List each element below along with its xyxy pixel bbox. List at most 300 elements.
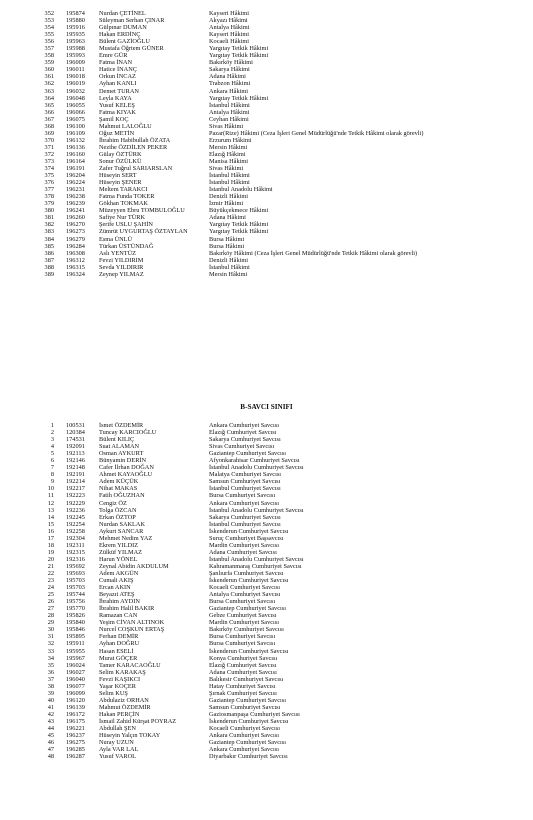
list-row	[0, 669, 533, 676]
row-number: 8	[50, 471, 54, 479]
row-number: 382	[44, 221, 54, 229]
assignment-place: Kahramanmaraş Cumhuriyet Savcısı	[209, 562, 302, 570]
sicil-number: 192217	[66, 485, 85, 493]
assignment-place: Bakırköy Hâkimi	[209, 59, 253, 67]
row-number: 1	[50, 422, 54, 429]
assignment-place: Ankara Cumhuriyet Savcısı	[209, 422, 279, 429]
assignment-place: Sakarya Cumhuriyet Savcısı	[209, 436, 281, 444]
assignment-place: İstanbul Hâkimi	[209, 101, 250, 109]
list-row	[0, 31, 533, 38]
list-row	[0, 577, 533, 584]
assignment-place: Bursa Cumhuriyet Savcısı	[209, 633, 276, 641]
person-name: Mustafa Öğrtem GÜNER	[99, 45, 164, 53]
row-number: 41	[47, 703, 54, 711]
sicil-number: 192245	[66, 513, 85, 521]
assignment-place: Gaziosmanpaşa Cumhuriyet Savcısı	[209, 710, 300, 718]
assignment-place: Kocaeli Cumhuriyet Savcısı	[209, 725, 280, 733]
person-name: Süleyman Serhan ÇINAR	[99, 17, 165, 25]
row-number: 45	[47, 732, 54, 740]
list-row	[0, 200, 533, 207]
assignment-place: Gaziantep Cumhuriyet Savcısı	[209, 739, 286, 747]
person-name: Yusuf KELEŞ	[99, 101, 135, 109]
row-number: 379	[44, 200, 54, 208]
assignment-place: Yargıtay Tetkik Hâkimi	[209, 228, 269, 236]
assignment-place: Elazığ Cumhuriyet Savcısı	[209, 661, 277, 669]
list-row	[0, 271, 533, 278]
row-number: 373	[44, 157, 54, 165]
list-row	[0, 186, 533, 193]
person-name: Hüseyin ŞENER	[99, 179, 142, 187]
assignment-place: Kayseri Hâkimi	[209, 31, 250, 39]
list-row	[0, 123, 533, 130]
assignment-place: Bursa Hâkimi	[209, 235, 245, 243]
sicil-number: 196241	[66, 207, 85, 215]
assignment-place: Samsun Cumhuriyet Savcısı	[209, 703, 281, 711]
person-name: Ramazan CAN	[99, 612, 138, 620]
person-name: İsmail Zahid Kürşat POYRAZ	[99, 717, 177, 725]
assignment-place: Antalya Hâkimi	[209, 108, 250, 116]
person-name: Şerife USLU ŞAHİN	[99, 221, 153, 229]
assignment-place: Sivas Hâkimi	[209, 165, 244, 173]
list-row	[0, 59, 533, 66]
row-number: 20	[47, 555, 54, 563]
row-number: 378	[44, 193, 54, 201]
person-name: Hüseyin Yalçın TOKAY	[99, 732, 161, 740]
sicil-number: 196136	[66, 143, 85, 151]
assignment-place: Gebze Cumhuriyet Savcısı	[209, 612, 277, 620]
person-name: Hakan PERÇİN	[99, 710, 140, 718]
sicil-number: 196164	[66, 157, 85, 165]
row-number: 376	[44, 179, 54, 187]
sicil-number: 195993	[66, 52, 85, 60]
sicil-number: 196312	[66, 256, 85, 264]
sicil-number: 195935	[66, 31, 85, 39]
assignment-place: Ankara Hâkimi	[209, 87, 248, 95]
sicil-number: 195967	[66, 654, 85, 662]
sicil-number: 196055	[66, 101, 85, 109]
list-row	[0, 130, 533, 137]
sicil-number: 196260	[66, 214, 85, 222]
person-name: Aykurt SANCAR	[99, 527, 144, 535]
row-number: 365	[44, 101, 54, 109]
row-number: 16	[47, 527, 54, 535]
person-name: Nurcel COŞKUN ERTAŞ	[99, 626, 165, 634]
sicil-number: 196238	[66, 193, 85, 201]
sicil-number: 120384	[66, 429, 85, 437]
assignment-place: İskenderun Cumhuriyet Savcısı	[209, 577, 289, 585]
person-name: Zeynep YILMAZ	[99, 270, 144, 278]
assignment-place: Gaziantep Cumhuriyet Savcısı	[209, 605, 286, 613]
sicil-number: 196120	[66, 696, 85, 704]
person-name: Nihat MAKAS	[99, 485, 138, 493]
person-name: Ekrem YILDIZ	[99, 541, 139, 549]
sicil-number: 195703	[66, 584, 85, 592]
list-row	[0, 718, 533, 725]
row-number: 21	[47, 562, 54, 570]
list-row	[0, 556, 533, 563]
row-number: 34	[47, 654, 54, 662]
row-number: 377	[44, 186, 54, 194]
person-name: Nuray UZUN	[99, 739, 134, 747]
list-row	[0, 10, 533, 17]
sicil-number: 196160	[66, 150, 85, 158]
list-row	[0, 485, 533, 492]
list-row	[0, 151, 533, 158]
row-number: 19	[47, 548, 54, 556]
sicil-number: 195911	[66, 640, 85, 648]
sicil-number: 196270	[66, 221, 85, 229]
list-row	[0, 725, 533, 732]
list-row	[0, 584, 533, 591]
row-number: 357	[44, 45, 54, 53]
list-row	[0, 38, 533, 45]
assignment-place: Adana Cumhuriyet Savcısı	[209, 548, 277, 556]
list-row	[0, 500, 533, 507]
assignment-place: İstanbul Anadolu Cumhuriyet Savcısı	[209, 555, 304, 563]
list-row	[0, 640, 533, 647]
list-row	[0, 626, 533, 633]
sicil-number: 196075	[66, 115, 85, 123]
assignment-place: Mardin Cumhuriyet Savcısı	[209, 541, 279, 549]
list-row	[0, 605, 533, 612]
person-name: Nezihe ÖZDİLEN PEKER	[99, 143, 168, 151]
assignment-place: Konya Cumhuriyet Savcısı	[209, 654, 278, 662]
sicil-number: 196273	[66, 228, 85, 236]
person-name: Yeşim CİVAN ALTINOK	[99, 619, 165, 627]
assignment-place: Sakarya Hâkimi	[209, 66, 250, 74]
list-row	[0, 732, 533, 739]
person-name: Ayhan KANLI	[99, 80, 137, 88]
row-number: 370	[44, 136, 54, 144]
person-name: Harun YÖNEL	[99, 555, 138, 563]
sicil-number: 196324	[66, 270, 85, 278]
row-number: 380	[44, 207, 54, 215]
person-name: Mahmut LALOĞLU	[99, 122, 152, 130]
assignment-place: Gaziantep Cumhuriyet Savcısı	[209, 696, 286, 704]
list-row	[0, 158, 533, 165]
list-row	[0, 73, 533, 80]
list-row	[0, 570, 533, 577]
assignment-place: Samsun Cumhuriyet Savcısı	[209, 478, 281, 486]
person-name: Sevda YILDIRIR	[99, 263, 144, 271]
sicil-number: 196024	[66, 661, 85, 669]
row-number: 42	[47, 710, 54, 718]
sicil-number: 196279	[66, 235, 85, 243]
assignment-place: Afyonkarahisar Cumhuriyet Savcısı	[209, 457, 300, 465]
sicil-number: 195963	[66, 38, 85, 46]
row-number: 9	[50, 478, 54, 486]
row-number: 381	[44, 214, 54, 222]
row-number: 30	[47, 626, 54, 634]
sicil-number: 195895	[66, 633, 85, 641]
person-name: Müzeyyen Ebru TOMBULOĞLU	[99, 207, 185, 215]
row-number: 28	[47, 612, 54, 620]
assignment-place: İstanbul Hâkimi	[209, 179, 250, 187]
row-number: 367	[44, 115, 54, 123]
assignment-place: Büyükçekmece Hâkimi	[209, 207, 269, 215]
sicil-number: 196100	[66, 122, 85, 130]
person-name: Nurdan SAKLAK	[99, 520, 145, 528]
assignment-place: Manisa Hâkimi	[209, 157, 248, 165]
list-row	[0, 507, 533, 514]
person-name: Şamil KOÇ	[99, 115, 129, 123]
row-number: 32	[47, 640, 54, 648]
person-name: Emre GÜR	[99, 52, 128, 60]
person-name: Fevzi YILDIRIM	[99, 256, 144, 264]
row-number: 25	[47, 591, 54, 599]
assignment-place: Şırnak Cumhuriyet Savcısı	[209, 689, 277, 697]
sicil-number: 195693	[66, 569, 85, 577]
person-name: Hatice İNANÇ	[99, 66, 137, 74]
row-number: 386	[44, 249, 54, 257]
assignment-place: Akyazı Hâkimi	[209, 17, 248, 25]
person-name: Leyla KAYA	[99, 94, 132, 102]
assignment-place: Denizli Hâkimi	[209, 256, 248, 264]
list-row	[0, 137, 533, 144]
sicil-number: 196032	[66, 87, 85, 95]
list-row	[0, 598, 533, 605]
row-number: 46	[47, 739, 54, 747]
row-number: 14	[47, 513, 54, 521]
person-name: Türkan ÜSTÜNDAĞ	[99, 242, 154, 250]
assignment-place: Denizli Hâkimi	[209, 193, 248, 201]
hakim-list	[0, 10, 533, 278]
sicil-number: 195874	[66, 10, 85, 17]
person-name: Ferhan DEMİR	[99, 633, 139, 641]
row-number: 17	[47, 534, 54, 542]
list-row	[0, 457, 533, 464]
list-row	[0, 207, 533, 214]
sicil-number: 196066	[66, 108, 85, 116]
assignment-place: Yargıtay Tetkik Hâkimi	[209, 221, 269, 229]
sicil-number: 192311	[66, 541, 85, 549]
person-name: Mahmut ÖZDEMİR	[99, 703, 151, 711]
row-number: 387	[44, 256, 54, 264]
row-number: 356	[44, 38, 54, 46]
person-name: Yusuf VAROL	[99, 753, 137, 761]
person-name: Murat GÖÇER	[99, 654, 138, 662]
list-row	[0, 478, 533, 485]
sicil-number: 196285	[66, 746, 85, 754]
sicil-number: 196099	[66, 689, 85, 697]
list-row	[0, 52, 533, 59]
list-row	[0, 633, 533, 640]
person-name: Safiye Nur TÜRK	[99, 214, 146, 222]
row-number: 37	[47, 675, 54, 683]
row-number: 372	[44, 150, 54, 158]
assignment-place: İstanbul Hâkimi	[209, 172, 250, 180]
list-row	[0, 422, 533, 429]
assignment-place: Kayseri Hâkimi	[209, 10, 250, 17]
person-name: Tuncay KARCIOĞLU	[99, 429, 157, 437]
sicil-number: 196204	[66, 172, 85, 180]
person-name: Orkun İNCAZ	[99, 73, 136, 81]
list-row	[0, 563, 533, 570]
sicil-number: 192113	[66, 450, 85, 458]
assignment-place: Balıkesir Cumhuriyet Savcısı	[209, 675, 284, 683]
person-name: Zümrüt UYGURTAŞ ÖZTAYLAN	[99, 228, 188, 236]
row-number: 22	[47, 569, 54, 577]
assignment-place: Ankara Cumhuriyet Savcısı	[209, 732, 279, 740]
person-name: Beyazıt ATEŞ	[99, 591, 135, 599]
assignment-place: Adana Hâkimi	[209, 214, 246, 222]
sicil-number: 196009	[66, 59, 85, 67]
assignment-place: Trabzon Hâkimi	[209, 80, 251, 88]
list-row	[0, 88, 533, 95]
list-row	[0, 521, 533, 528]
sicil-number: 192148	[66, 464, 85, 472]
person-name: Fatma İNAN	[99, 59, 133, 67]
person-name: Zafer Tuğrul SARIARSLAN	[99, 165, 173, 173]
list-row	[0, 612, 533, 619]
sicil-number: 174531	[66, 436, 85, 444]
assignment-place: Erzurum Hâkimi	[209, 136, 252, 144]
assignment-place: Elazığ Hâkimi	[209, 150, 246, 158]
row-number: 361	[44, 73, 54, 81]
row-number: 11	[47, 492, 54, 500]
person-name: Adem AKGÜN	[99, 569, 139, 577]
sicil-number: 192091	[66, 443, 85, 451]
list-row	[0, 704, 533, 711]
person-name: Ercan AKIN	[99, 584, 131, 592]
person-name: Fatma KIYAK	[99, 108, 136, 116]
person-name: Hüseyin SERT	[99, 172, 137, 180]
sicil-number: 196019	[66, 80, 85, 88]
person-name: Bünyamin DERİN	[99, 457, 147, 465]
sicil-number: 100531	[66, 422, 85, 429]
assignment-place: Antalya Cumhuriyet Savcısı	[209, 591, 281, 599]
row-number: 388	[44, 263, 54, 271]
row-number: 362	[44, 80, 54, 88]
sicil-number: 196077	[66, 682, 85, 690]
sicil-number: 196239	[66, 200, 85, 208]
sicil-number: 195692	[66, 562, 85, 570]
sicil-number: 195880	[66, 17, 85, 25]
list-row	[0, 711, 533, 718]
row-number: 383	[44, 228, 54, 236]
sicil-number: 196018	[66, 73, 85, 81]
assignment-place: Mardin Cumhuriyet Savcısı	[209, 619, 279, 627]
person-name: İbrahim Halil BAKIR	[99, 605, 155, 613]
person-name: Fatih OĞUZHAN	[99, 492, 145, 500]
list-row	[0, 172, 533, 179]
row-number: 385	[44, 242, 54, 250]
sicil-number: 196315	[66, 263, 85, 271]
person-name: Esma ÜNLÜ	[99, 235, 133, 243]
person-name: Demet TURAN	[99, 87, 139, 95]
row-number: 26	[47, 598, 54, 606]
assignment-place: Gaziantep Cumhuriyet Savcısı	[209, 450, 286, 458]
row-number: 29	[47, 619, 54, 627]
list-row	[0, 250, 533, 257]
assignment-place: Ankara Cumhuriyet Savcısı	[209, 746, 279, 754]
list-row	[0, 165, 533, 172]
sicil-number: 195955	[66, 647, 85, 655]
list-row	[0, 648, 533, 655]
sicil-number: 196040	[66, 675, 85, 683]
assignment-place: Sivas Hâkimi	[209, 122, 244, 130]
sicil-number: 192214	[66, 478, 85, 486]
row-number: 358	[44, 52, 54, 60]
sicil-number: 195756	[66, 598, 85, 606]
sicil-number: 195770	[66, 605, 85, 613]
sicil-number: 196132	[66, 136, 85, 144]
assignment-place: Adana Hâkimi	[209, 73, 246, 81]
row-number: 23	[47, 577, 54, 585]
sicil-number: 196172	[66, 710, 85, 718]
person-name: Bülent KILIÇ	[99, 436, 135, 444]
person-name: Selim KARAKAŞ	[99, 668, 146, 676]
row-number: 33	[47, 647, 54, 655]
person-name: Zülküf YILMAZ	[99, 548, 142, 556]
sicil-number: 192223	[66, 492, 85, 500]
person-name: Fatma Funda TOKER	[99, 193, 155, 201]
assignment-place: Bursa Cumhuriyet Savcısı	[209, 492, 276, 500]
person-name: Adem KÜÇÜK	[99, 478, 139, 486]
assignment-place: Bursa Cumhuriyet Savcısı	[209, 640, 276, 648]
row-number: 48	[47, 753, 54, 761]
list-row	[0, 102, 533, 109]
assignment-place: Suruç Cumhuriyet Başsavcısı	[209, 534, 284, 542]
assignment-place: İskenderun Cumhuriyet Savcısı	[209, 717, 289, 725]
person-name: Ayhan DOĞRU	[99, 640, 140, 648]
row-number: 4	[50, 443, 54, 451]
list-row	[0, 257, 533, 264]
sicil-number: 196139	[66, 703, 85, 711]
sicil-number: 196275	[66, 739, 85, 747]
row-number: 364	[44, 94, 54, 102]
list-row	[0, 243, 533, 250]
assignment-place: Bakırköy Hâkimi (Ceza İşleri Genel Müdürlüğü'nde Tetkik Hâkimi olarak görevli)	[209, 249, 418, 257]
row-number: 39	[47, 689, 54, 697]
assignment-place: Ceyhan Hâkimi	[209, 115, 249, 123]
assignment-place: Mersin Hâkimi	[209, 270, 248, 278]
person-name: Tamer KARACAOĞLU	[99, 661, 161, 669]
row-number: 31	[47, 633, 54, 641]
list-row	[0, 236, 533, 243]
row-number: 10	[47, 485, 54, 493]
person-name: Gülay ÖZTÜRK	[99, 150, 142, 158]
assignment-place: İstanbul Anadolu Cumhuriyet Savcısı	[209, 506, 304, 514]
row-number: 359	[44, 59, 54, 67]
list-row	[0, 45, 533, 52]
sicil-number: 192146	[66, 457, 85, 465]
assignment-place: Diyarbakır Cumhuriyet Savcısı	[209, 753, 288, 761]
person-name: Mehmet Nedim YAZ	[99, 534, 153, 542]
list-row	[0, 95, 533, 102]
sicil-number: 196287	[66, 753, 85, 761]
list-row	[0, 655, 533, 662]
list-row	[0, 66, 533, 73]
sicil-number: 192304	[66, 534, 85, 542]
sicil-number: 192254	[66, 520, 85, 528]
row-number: 5	[50, 450, 54, 458]
assignment-place: Yargıtay Tetkik Hâkimi	[209, 45, 269, 53]
assignment-place: Yargıtay Tetkik Hâkimi	[209, 52, 269, 60]
row-number: 6	[50, 457, 54, 465]
list-row	[0, 116, 533, 123]
list-row	[0, 492, 533, 499]
list-row	[0, 221, 533, 228]
row-number: 38	[47, 682, 54, 690]
person-name: Meltem TARAKCI	[99, 186, 148, 194]
person-name: Bülent GAZİOĞLU	[99, 38, 150, 46]
savci-list	[0, 422, 533, 760]
assignment-place: Hatay Cumhuriyet Savcısı	[209, 682, 276, 690]
person-name: Tolga ÖZCAN	[99, 506, 137, 514]
row-number: 360	[44, 66, 54, 74]
sicil-number: 192316	[66, 555, 85, 563]
